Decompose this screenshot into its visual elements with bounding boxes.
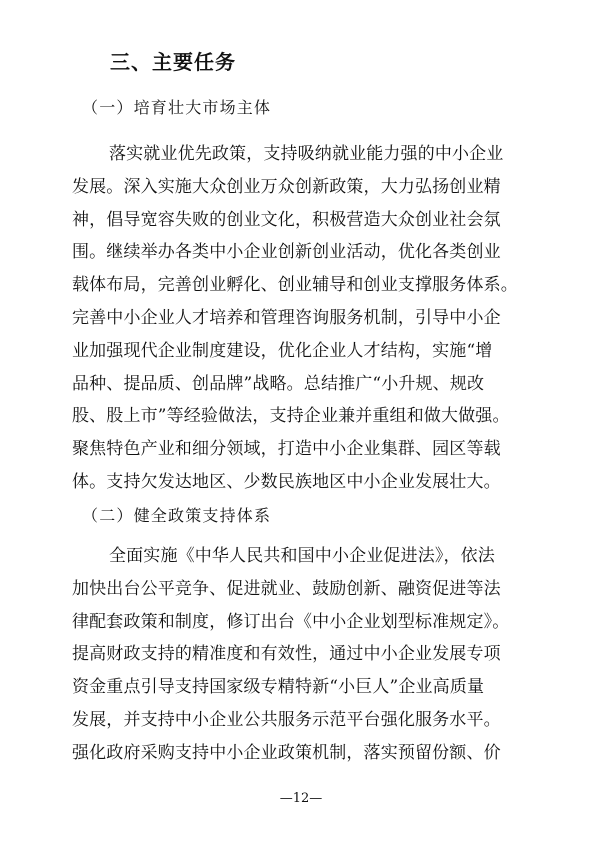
subsection-1-title: （一）培育壮大市场主体 [82, 98, 272, 117]
paragraph-line: 加快出台公平竞争、促进就业、鼓励创新、融资促进等法 [72, 578, 501, 599]
paragraph-line: 落实就业优先政策，支持吸纳就业能力强的中小企业 [109, 144, 504, 164]
paragraph-line: 聚焦特色产业和细分领域，打造中小企业集群、园区等载 [72, 439, 501, 460]
paragraph-line: 律配套政策和制度，修订出台《中小企业划型标准规定》。 [72, 611, 510, 632]
paragraph-line: 提高财政支持的精准度和有效性，通过中小企业发展专项 [72, 644, 501, 665]
section-title: 三、主要任务 [110, 50, 236, 74]
paragraph-line: 体。支持欠发达地区、少数民族地区中小企业发展壮大。 [72, 471, 501, 492]
paragraph-line: 发展，并支持中小企业公共服务示范平台强化服务水平。 [72, 709, 501, 730]
subsection-1-paragraph [72, 138, 542, 499]
page-number: —12— [279, 791, 323, 806]
paragraph-line: 载体布局，完善创业孵化、创业辅导和创业支撑服务体系。 [72, 275, 518, 296]
subsection-2-title: （二）健全政策支持体系 [82, 506, 272, 525]
paragraph-line: 业加强现代企业制度建设，优化企业人才结构，实施“增 [72, 340, 493, 361]
subsection-2-paragraph [72, 540, 542, 770]
paragraph-line: 品种、提品质、创品牌”战略。总结推广“小升规、规改 [72, 373, 485, 394]
paragraph-line: 股、股上市”等经验做法，支持企业兼并重组和做大做强。 [72, 406, 510, 427]
paragraph-line: 完善中小企业人才培养和管理咨询服务机制，引导中小企 [72, 307, 501, 328]
paragraph-line: 全面实施《中华人民共和国中小企业促进法》，依法 [109, 546, 495, 566]
paragraph-line: 神，倡导宽容失败的创业文化，积极营造大众创业社会氛 [72, 209, 501, 230]
paragraph-line: 强化政府采购支持中小企业政策机制，落实预留份额、价 [72, 742, 501, 763]
paragraph-line: 围。继续举办各类中小企业创新创业活动，优化各类创业 [72, 242, 501, 263]
paragraph-line: 发展。深入实施大众创业万众创新政策，大力弘扬创业精 [72, 176, 501, 197]
paragraph-line: 资金重点引导支持国家级专精特新“小巨人”企业高质量 [72, 677, 485, 698]
